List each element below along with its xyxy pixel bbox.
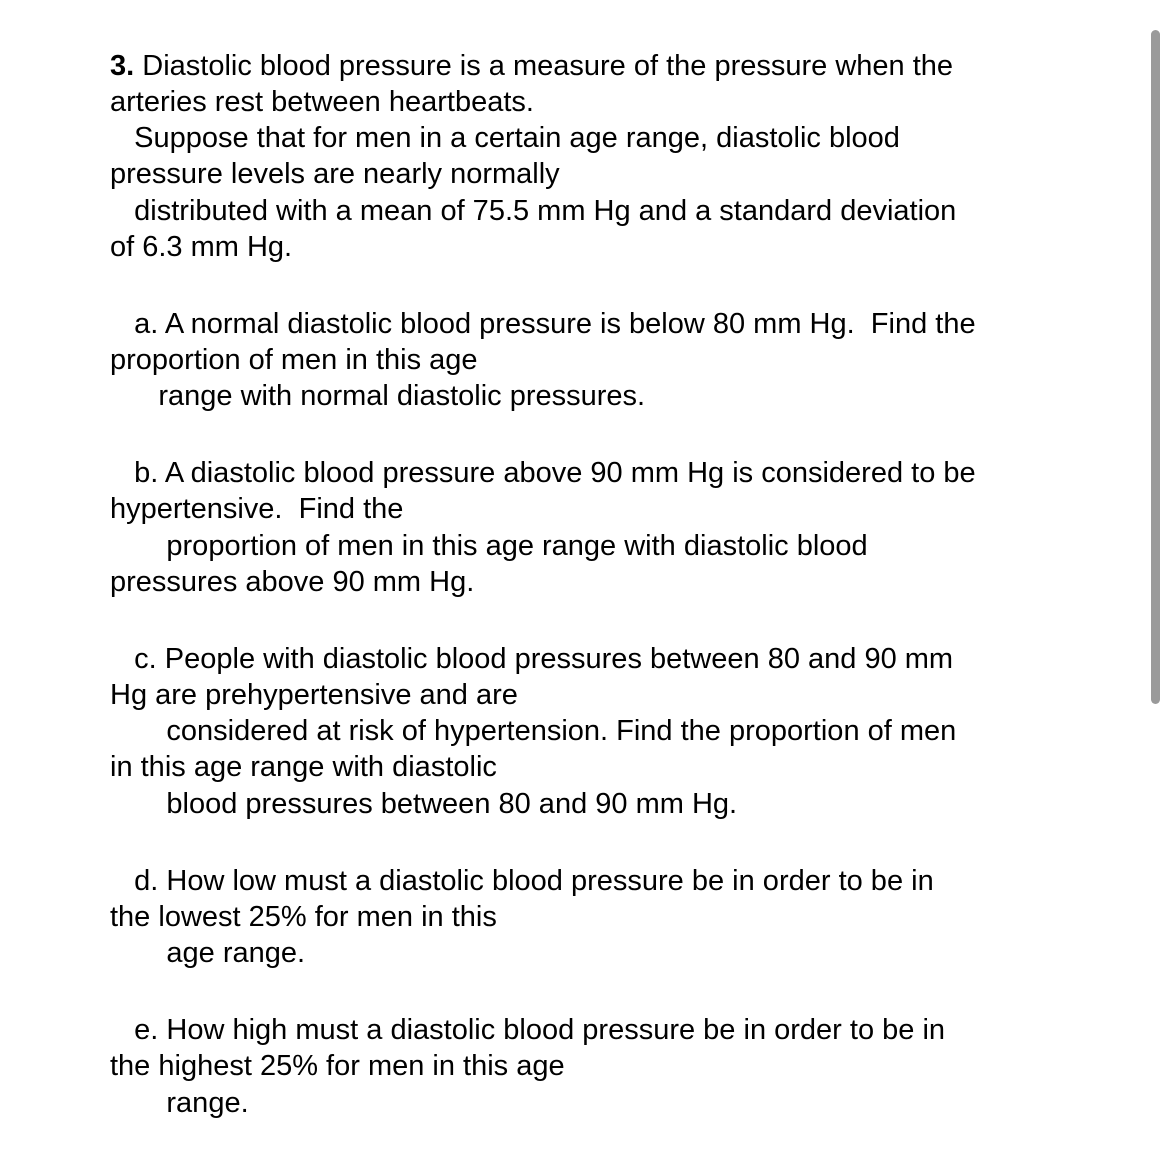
intro-line-4: pressure levels are nearly normally — [110, 158, 560, 190]
part-b-line-1: b. A diastolic blood pressure above 90 mm Hg is considered to be — [110, 457, 976, 489]
intro-line-5: distributed with a mean of 75.5 mm Hg and a standard deviation — [110, 195, 957, 227]
part-e-line-3: range. — [110, 1087, 249, 1119]
question-number: 3. — [110, 50, 135, 82]
part-a-line-2: proportion of men in this age — [110, 344, 478, 376]
part-a-line-3: range with normal diastolic pressures. — [110, 380, 646, 412]
part-c-line-1: c. People with diastolic blood pressures between 80 and 90 mm — [110, 643, 954, 675]
part-d-line-3: age range. — [110, 937, 306, 969]
part-c-line-2: Hg are prehypertensive and are — [110, 679, 518, 711]
part-b-line-3: proportion of men in this age range with diastolic blood — [110, 530, 868, 562]
part-d-line-1: d. How low must a diastolic blood pressure be in order to be in — [110, 865, 934, 897]
part-c-line-4: in this age range with diastolic — [110, 751, 497, 783]
intro-text-1: Diastolic blood pressure is a measure of the pressure when the — [134, 50, 954, 82]
part-c-line-3: considered at risk of hypertension. Find the proportion of men — [110, 715, 957, 747]
part-d-line-2: the lowest 25% for men in this — [110, 901, 497, 933]
vertical-scrollbar[interactable] — [1151, 30, 1160, 704]
part-b-line-2: hypertensive. Find the — [110, 493, 404, 525]
intro-line-1 — [110, 48, 953, 84]
part-c-line-5: blood pressures between 80 and 90 mm Hg. — [110, 788, 738, 820]
intro-line-2: arteries rest between heartbeats. — [110, 86, 534, 118]
intro-line-6: of 6.3 mm Hg. — [110, 231, 293, 263]
part-b-line-4: pressures above 90 mm Hg. — [110, 566, 475, 598]
part-e-line-1: e. How high must a diastolic blood pressure be in order to be in — [110, 1014, 946, 1046]
intro-line-3: Suppose that for men in a certain age range, diastolic blood — [110, 122, 900, 154]
part-a-line-1: a. A normal diastolic blood pressure is below 80 mm Hg. Find the — [110, 308, 976, 340]
part-e-line-2: the highest 25% for men in this age — [110, 1050, 565, 1082]
